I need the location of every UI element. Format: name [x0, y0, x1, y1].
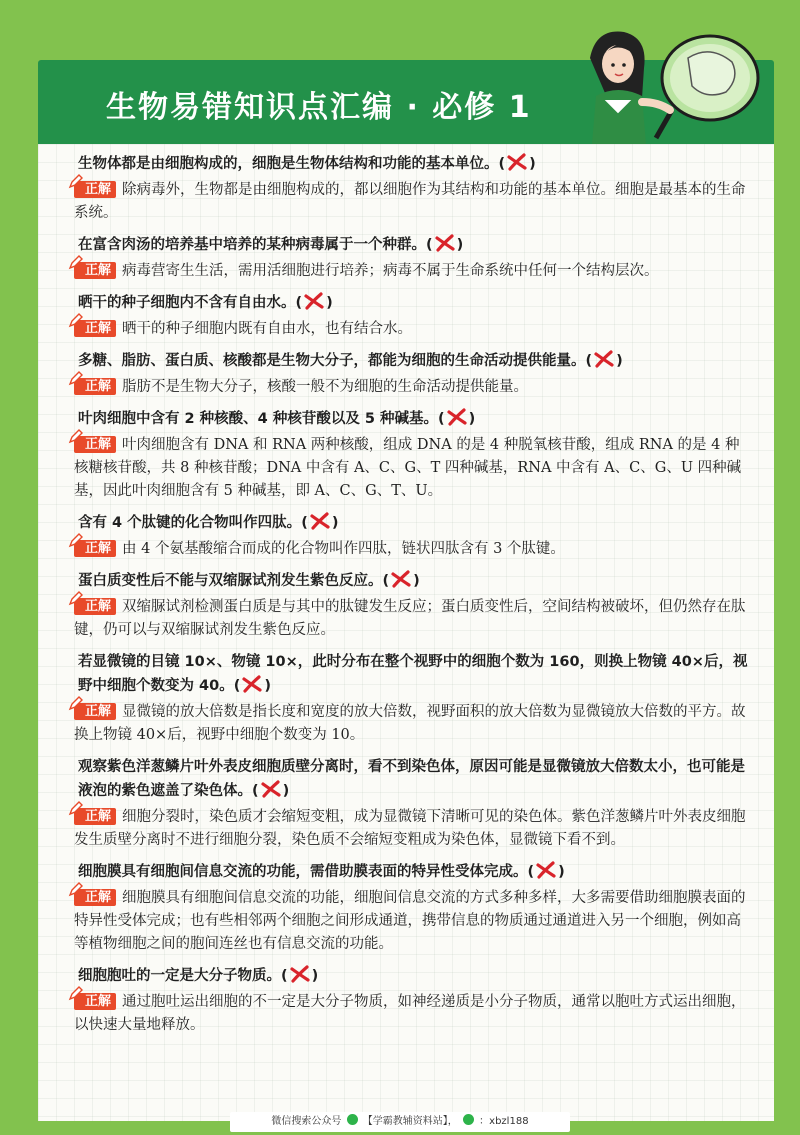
answer: 正解 脂肪不是生物大分子，核酸一般不为细胞的生命活动提供能量。: [74, 376, 750, 399]
pencil-icon: [67, 801, 83, 817]
page: [30, 18, 774, 1121]
page-title: 生物易错知识点汇编 · 必修 1: [106, 90, 532, 125]
wechat-icon: [463, 1114, 474, 1125]
list-item: [74, 860, 750, 956]
answer: 正解 除病毒外，生物都是由细胞构成的，都以细胞作为其结构和功能的基本单位。细胞是最基本的生命系统。: [74, 179, 750, 225]
question: 含有 4 个肽键的化合物叫作四肽。( ): [78, 511, 750, 535]
correction-badge: 正解: [74, 703, 116, 720]
cross-mark-icon: [303, 292, 325, 310]
answer: 正解 病毒营寄生生活，需用活细胞进行培养；病毒不属于生命系统中任何一个结构层次。: [74, 260, 750, 283]
cross-mark-icon: [241, 675, 263, 693]
question: 生物体都是由细胞构成的，细胞是生物体结构和功能的基本单位。( ): [78, 152, 750, 176]
question: 细胞胞吐的一定是大分子物质。( ): [78, 964, 750, 988]
pencil-icon: [67, 371, 83, 387]
pencil-icon: [67, 591, 83, 607]
correction-badge: 正解: [74, 993, 116, 1010]
correction-badge: 正解: [74, 540, 116, 557]
question: 观察紫色洋葱鳞片叶外表皮细胞质壁分离时，看不到染色体，原因可能是显微镜放大倍数太小，也可能是液泡的紫色遮盖了染色体。( ): [78, 759, 745, 799]
question: 若显微镜的目镜 10×、物镜 10×，此时分布在整个视野中的细胞个数为 160，则换上物镜 40×后，视野中细胞个数变为 40。( ): [78, 654, 748, 694]
correction-badge: 正解: [74, 378, 116, 395]
list-item: [74, 650, 750, 747]
pencil-icon: [67, 533, 83, 549]
question: 在富含肉汤的培养基中培养的某种病毒属于一个种群。( ): [78, 233, 750, 257]
question: 叶肉细胞中含有 2 种核酸、4 种核苷酸以及 5 种碱基。( ): [78, 407, 750, 431]
list-item: [74, 152, 750, 225]
cross-mark-icon: [434, 234, 456, 252]
list-item: [78, 233, 750, 283]
content-area: [38, 144, 774, 1121]
answer: 正解 通过胞吐运出细胞的不一定是大分子物质，如神经递质是小分子物质，通常以胞吐方式运出细胞，以快速大量地释放。: [74, 991, 750, 1037]
cross-mark-icon: [260, 780, 282, 798]
pencil-icon: [67, 882, 83, 898]
answer: 正解 细胞分裂时，染色质才会缩短变粗，成为显微镜下清晰可见的染色体。紫色洋葱鳞片叶外表皮细胞发生质壁分离时不进行细胞分裂，染色质不会缩短变粗成为染色体，显微镜下看不到。: [74, 806, 750, 852]
pencil-icon: [67, 313, 83, 329]
question: 多糖、脂肪、蛋白质、核酸都是生物大分子，都能为细胞的生命活动提供能量。( ): [78, 349, 750, 373]
pencil-icon: [67, 174, 83, 190]
list-item: [74, 964, 750, 1037]
correction-badge: 正解: [74, 889, 116, 906]
cross-mark-icon: [289, 965, 311, 983]
answer: 正解 细胞膜具有细胞间信息交流的功能，细胞间信息交流的方式多种多样，大多需要借助细胞膜表面的特异性受体完成；也有些相邻两个细胞之间形成通道，携带信息的物质通过通道进入另一个细胞，例如高等植物细胞之间的胞间连丝也有信息交流的功能。: [74, 887, 750, 956]
question: 细胞膜具有细胞间信息交流的功能，需借助膜表面的特异性受体完成。( ): [78, 860, 750, 884]
correction-badge: 正解: [74, 808, 116, 825]
cross-mark-icon: [593, 350, 615, 368]
list-item: [78, 349, 750, 399]
footer-id: ：xbzl188: [479, 1116, 529, 1127]
cross-mark-icon: [506, 153, 528, 171]
list-item: [78, 511, 750, 561]
pencil-icon: [67, 255, 83, 271]
pencil-icon: [67, 696, 83, 712]
cross-mark-icon: [535, 861, 557, 879]
correction-badge: 正解: [74, 436, 116, 453]
list-item: [74, 755, 750, 852]
correction-badge: 正解: [74, 181, 116, 198]
cross-mark-icon: [446, 408, 468, 426]
answer: 正解 晒干的种子细胞内既有自由水，也有结合水。: [74, 318, 750, 341]
footer-bar: [230, 1112, 570, 1132]
question: 蛋白质变性后不能与双缩脲试剂发生紫色反应。( ): [78, 569, 750, 593]
correction-badge: 正解: [74, 262, 116, 279]
answer: 正解 显微镜的放大倍数是指长度和宽度的放大倍数，视野面积的放大倍数为显微镜放大倍数的平方。故换上物镜 40×后，视野中细胞个数变为 10。: [74, 701, 750, 747]
footer-account: 【学霸教辅资料站】，: [362, 1116, 458, 1127]
answer: 正解 叶肉细胞含有 DNA 和 RNA 两种核酸，组成 DNA 的是 4 种脱氧核苷酸，组成 RNA 的是 4 种核糖核苷酸，共 8 种核苷酸；DNA 中含有 A、C、G、T 四种碱基，RNA 中含有 A、C、G、U 四种碱基，因此叶肉细胞含有 5 种碱基，即 A、C、G、T、U。: [74, 434, 750, 503]
pencil-icon: [67, 986, 83, 1002]
list-item: [74, 407, 750, 503]
list-item: [78, 291, 750, 341]
footer-text: 微信搜索公众号: [271, 1116, 342, 1127]
answer: 正解 双缩脲试剂检测蛋白质是与其中的肽键发生反应；蛋白质变性后，空间结构被破坏，但仍然存在肽键，仍可以与双缩脲试剂发生紫色反应。: [74, 596, 750, 642]
question: 晒干的种子细胞内不含有自由水。( ): [78, 291, 750, 315]
correction-badge: 正解: [74, 320, 116, 337]
cross-mark-icon: [309, 512, 331, 530]
girl-with-magnifier-illustration: [560, 18, 770, 144]
list-item: [74, 569, 750, 642]
cross-mark-icon: [390, 570, 412, 588]
answer: 正解 由 4 个氨基酸缩合而成的化合物叫作四肽，链状四肽含有 3 个肽键。: [74, 538, 750, 561]
correction-badge: 正解: [74, 598, 116, 615]
pencil-icon: [67, 429, 83, 445]
wechat-icon: [347, 1114, 358, 1125]
